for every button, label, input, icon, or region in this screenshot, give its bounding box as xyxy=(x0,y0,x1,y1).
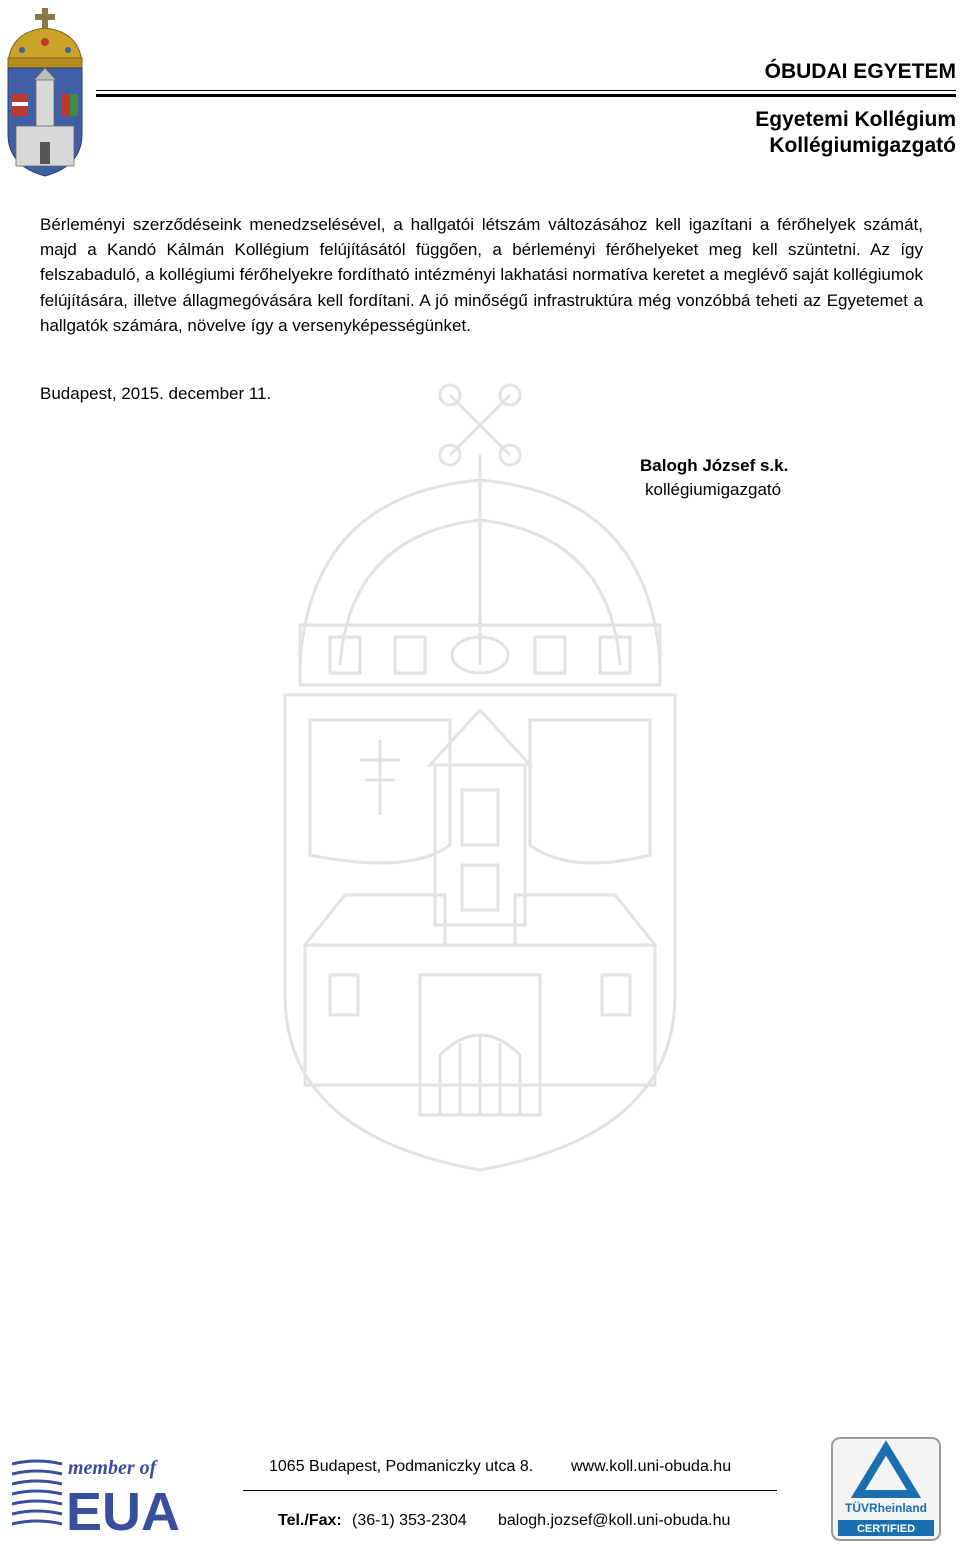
body-paragraph: Bérleményi szerződéseink menedzselésével, a hallgatói létszám változásához kell igazítani a férőhelyek számát, majd a Kandó Kálmán Kollégium felújításától függően, a bérleményi férőhelyeket meg kell szüntetni. Az így felszabaduló, a kollégiumi férőhelyekre fordítható intézményi lakhatási normatíva keretet a meglévő saját kollégiumok felújítására, illetve állagmegóvására kell fordítani. A jó minőségű infrastruktúra még vonzóbbá teheti az Egyetemet a hallgatók számára, növelve így a versenyképességünket. xyxy=(40,215,923,335)
tuv-certified-text: CERTIFIED xyxy=(856,1523,916,1535)
crest-watermark xyxy=(270,375,710,1175)
eua-member-text: member of xyxy=(68,1457,157,1479)
header-double-rule xyxy=(96,90,956,99)
footer-tel-label: Tel./Fax: xyxy=(278,1512,342,1529)
footer-rule xyxy=(243,1490,777,1491)
footer-email-link[interactable]: balogh.jozsef@koll.uni-obuda.hu xyxy=(498,1512,731,1529)
signer-title: kollégiumigazgató xyxy=(645,480,782,499)
role-name: Kollégiumigazgató xyxy=(769,134,956,157)
department-name: Egyetemi Kollégium xyxy=(755,108,956,131)
university-crest-logo xyxy=(2,6,88,178)
tuv-brand-text: TÜVRheinland xyxy=(844,1501,928,1515)
eua-letters: EUA xyxy=(66,1482,181,1534)
footer-tel-value: (36-1) 353-2304 xyxy=(352,1512,467,1529)
tuv-certified-logo xyxy=(830,1436,942,1542)
date-line: Budapest, 2015. december 11. xyxy=(40,384,272,403)
footer-website-link[interactable]: www.koll.uni-obuda.hu xyxy=(571,1458,732,1475)
eua-member-logo xyxy=(12,1452,192,1534)
footer-address: 1065 Budapest, Podmaniczky utca 8. xyxy=(269,1458,534,1475)
university-name: ÓBUDAI EGYETEM xyxy=(764,60,956,83)
signer-name: Balogh József s.k. xyxy=(640,456,789,475)
